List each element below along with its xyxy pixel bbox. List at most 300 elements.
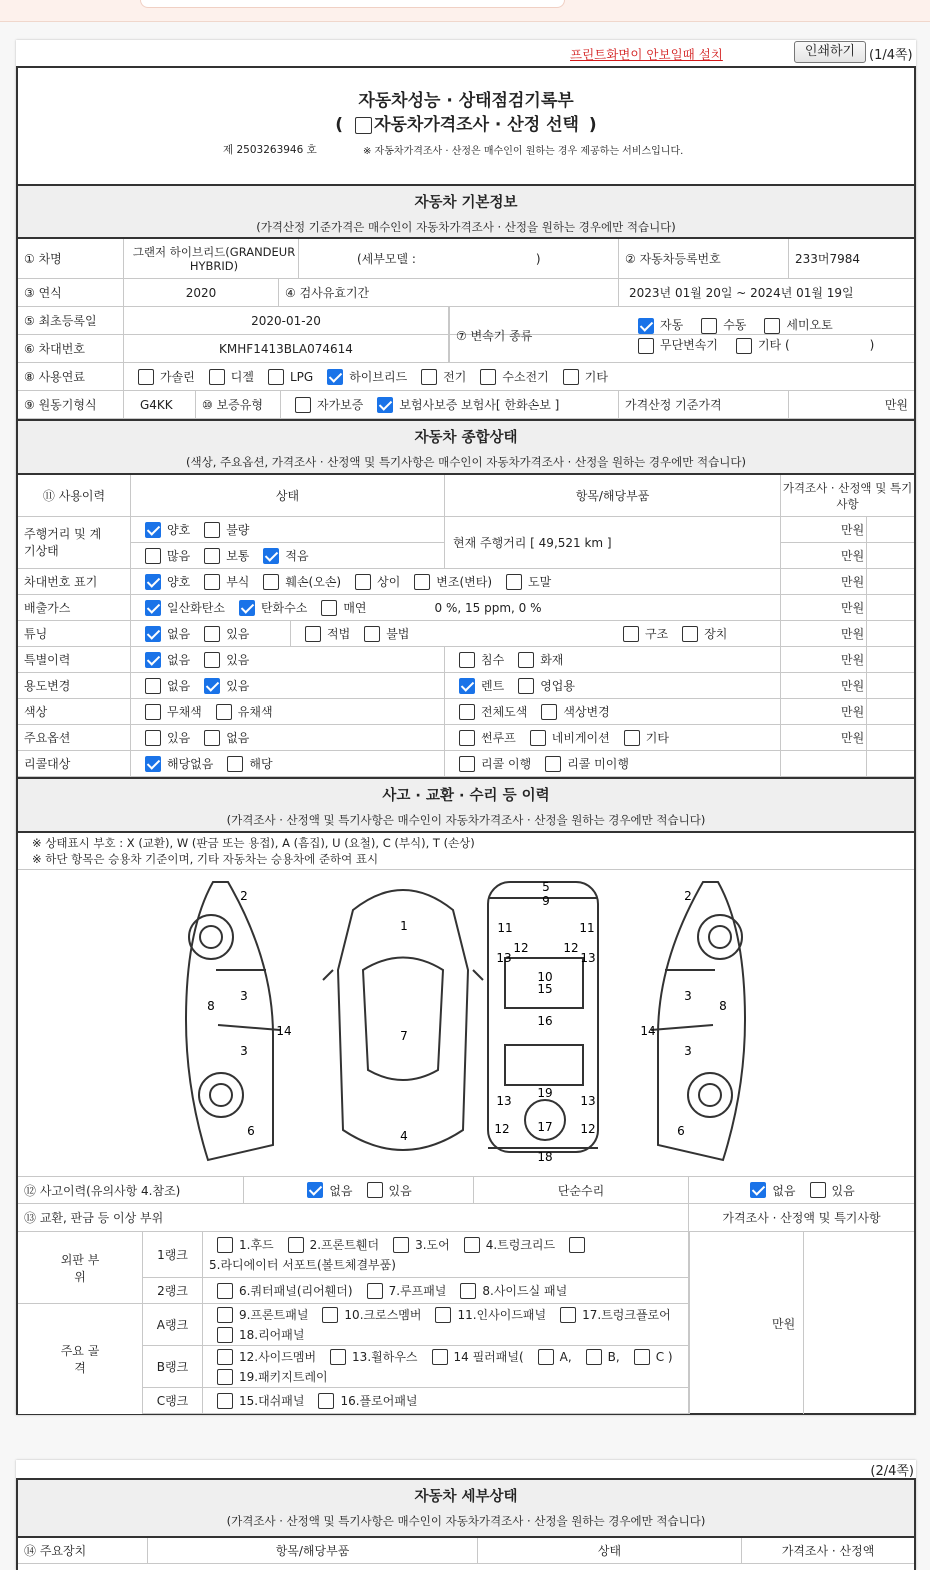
recall-type-option-0: 리콜 이행 [481,757,532,771]
emission-unit: 만원 [841,601,865,615]
rank2-checkbox-2[interactable] [460,1283,476,1299]
left-door-line [218,1025,280,1030]
rankB-label: B랭크 [156,1360,189,1374]
right-front-wheel [698,915,742,959]
trans-checkbox-0[interactable] [638,318,654,334]
fuel-label-cell [18,363,124,390]
detail-h-main: ⑭ 주요장치 [18,1538,148,1563]
usage-label-cell [18,673,131,698]
rankA-checkbox-2[interactable] [435,1307,451,1323]
tuning-unit: 만원 [841,627,865,641]
tuning-legal-cell [291,621,445,646]
vin-mark-option-2: 훼손(오손) [285,575,342,589]
option-checkbox-0[interactable] [145,730,161,746]
rank2-option-2: 8.사이드실 패널 [482,1283,568,1298]
engine-value-cell [124,391,196,418]
name-value-cell [124,239,299,278]
emission-option-0: 일산화탄소 [167,601,225,615]
h-state-cell [131,475,445,516]
mileage-value-cell [445,517,781,569]
accident-history-row [18,1176,914,1204]
option-type-checkbox-0[interactable] [459,730,475,746]
emission-price-divider [866,595,867,620]
rank2-checkbox-0[interactable] [217,1283,233,1299]
fuel-option-2: LPG [289,369,314,384]
option-label-cell [18,725,131,750]
special-label: 특별이력 [24,653,71,667]
diagram-number-18: 15 [537,982,553,996]
rank1-option-2: 3.도어 [415,1237,450,1252]
option-option-1: 없음 [226,731,250,745]
trans-option-1: 수동 [723,318,747,332]
recall-price-cell [781,751,914,776]
frame-label-cell [18,1304,143,1414]
tuning-option-2: 적법 [327,627,351,641]
color-type-option-0: 전체도색 [481,705,528,719]
accident-section-header [18,777,914,833]
diagram-number-0: 2 [240,889,248,903]
option-type-option-2: 기타 [645,731,669,745]
rankB-checkbox-3[interactable] [538,1349,554,1365]
cond-option-0: 양호 [167,523,191,537]
page-2 [16,1460,916,1570]
tuning-checkbox-2[interactable] [305,626,321,642]
recall-state-cell [131,751,445,776]
rankB-checkbox-2[interactable] [432,1349,448,1365]
rankC-checkbox-0[interactable] [217,1393,233,1409]
repair-option-0: 없음 [772,1183,796,1198]
vin-mark-checkbox-1[interactable] [204,574,220,590]
special-label-cell [18,647,131,672]
color-checkbox-0[interactable] [145,704,161,720]
special-option-1: 있음 [226,653,250,667]
option-price-divider [866,725,867,750]
mileage-1-unit: 만원 [841,523,865,537]
underbody-rear-floor [505,1045,583,1085]
rankB-checkbox-1[interactable] [330,1349,346,1365]
rank1-label: 1랭크 [157,1248,188,1262]
vin-mark-checkbox-5[interactable] [506,574,522,590]
recall-checkbox-1[interactable] [227,756,243,772]
cond-checkbox-1[interactable] [204,522,220,538]
trans-close: ) [869,338,875,352]
detail-h-item: 항목/해당부품 [148,1538,478,1563]
diagram-number-1: 3 [240,989,248,1003]
rankA-option-2: 11.인사이드패널 [457,1307,547,1322]
special-option-0: 없음 [167,653,191,667]
color-label-cell [18,699,131,724]
price-unit-cell [789,391,914,418]
price-label-cell [619,391,789,418]
emission-value: 0 %, 15 ppm, 0 % [434,600,542,615]
diagram-number-21: 13 [496,1094,512,1108]
year-value-cell [124,279,279,306]
tuning-checkbox-0[interactable] [145,626,161,642]
engine-label-cell [18,391,124,418]
diagram-number-30: 14 [640,1024,656,1038]
usage-option-0: 없음 [167,679,191,693]
left-rear-hub [210,1084,232,1106]
rankB-checkbox-4[interactable] [586,1349,602,1365]
tuning-option-1: 있음 [226,627,250,641]
vin-mark-checkbox-2[interactable] [263,574,279,590]
recall-type-option-1: 리콜 미이행 [567,757,629,771]
parts-price-divider [803,1232,804,1414]
warranty-label-cell [196,391,281,418]
left-front-wheel [189,915,233,959]
color-label: 색상 [24,705,48,719]
first-label-cell [18,307,124,334]
option-type-option-0: 썬루프 [481,731,516,745]
right-door-line [651,1025,713,1030]
diagram-number-26: 18 [537,1150,553,1164]
vin-mark-price-cell [781,569,914,594]
option-type-option-1: 네비게이션 [551,731,610,745]
color-type-checkbox-1[interactable] [541,704,557,720]
rankA-checkbox-4[interactable] [217,1327,233,1343]
emission-label: 배출가스 [24,601,71,615]
hist-option-1: 있음 [388,1183,412,1198]
fuel-checkbox-0[interactable] [138,369,154,385]
year-label-cell [18,279,124,306]
rankC-checkbox-1[interactable] [318,1393,334,1409]
outer-label: 외판 부위 [60,1252,100,1284]
diagram-number-20: 19 [537,1086,553,1100]
basic-section-header [18,184,914,239]
reg-value-cell [789,239,914,278]
rankC-option-1: 16.플로어패널 [340,1393,418,1408]
rank2-checkbox-1[interactable] [367,1283,383,1299]
rankA-option-1: 10.크로스멤버 [344,1307,422,1322]
vin-mark-checkbox-0[interactable] [145,574,161,590]
tuning-price-cell [781,621,914,646]
recall-option-0: 해당없음 [167,757,214,771]
paren-close: ) [588,115,597,135]
special-type-checkbox-1[interactable] [518,652,534,668]
recall-item-cell [445,751,781,776]
option-type-checkbox-2[interactable] [624,730,640,746]
reg-label-cell [619,239,789,278]
special-item-cell [445,647,781,672]
rankC-label: C랭크 [156,1394,189,1408]
h-item-cell [445,475,781,516]
vin-mark-state-cell [131,569,781,594]
trans-option-0: 자동 [660,318,684,332]
rankB-option-6: 19.패키지트레이 [239,1369,328,1384]
vin-mark-option-3: 상이 [377,575,401,589]
price-label: 가격산정 기준가격 [625,398,722,412]
mileage-2-price-cell [781,543,914,568]
usage-type-checkbox-1[interactable] [518,678,534,694]
recall-type-checkbox-1[interactable] [545,756,561,772]
fuel-checkbox-2[interactable] [268,369,284,385]
usage-type-option-1: 영업용 [540,679,575,693]
detail-header-row [18,1538,914,1564]
rankB-checkbox-0[interactable] [217,1349,233,1365]
gauge-checkbox-2[interactable] [263,548,279,564]
mileage-1-price-cell [781,517,914,542]
usage-label: 용도변경 [24,679,71,693]
fuel-checkbox-4[interactable] [421,369,437,385]
usage [18,673,914,699]
rankA-option-3: 17.트렁크플로어 [582,1307,671,1322]
usage-checkbox-1[interactable] [204,678,220,694]
gauge-checkbox-0[interactable] [145,548,161,564]
diagram-number-10: 9 [542,894,550,908]
rankA-option-0: 9.프론트패널 [239,1307,309,1322]
color-item-cell [445,699,781,724]
rank2-option-0: 6.쿼터패널(리어휀더) [239,1283,353,1298]
trans-option-4: 기타 ( [757,338,790,352]
rank1-checkbox-1[interactable] [288,1237,304,1253]
legend-2: ※ 하단 항목은 승용차 기준이며, 기타 자동차는 승용차에 준하여 표시 [32,852,379,866]
repair-option-1: 있음 [831,1183,855,1198]
fuel-option-4: 전기 [443,370,467,384]
tuning-item-cell [445,621,781,646]
price-unit: 만원 [884,398,908,412]
warranty-checkbox-1[interactable] [377,397,393,413]
vin-value-cell [124,335,449,362]
recall-type-checkbox-0[interactable] [459,756,475,772]
rank1-label-cell [143,1232,203,1277]
vin-mark-option-4: 변조(변타) [436,575,493,589]
detail-title: 자동차 세부상태 [414,1489,518,1505]
fuel-checkbox-3[interactable] [327,369,343,385]
option [18,725,914,751]
trans-option-3: 무단변속기 [660,338,718,352]
color-option-0: 무채색 [167,705,202,719]
page-1 [16,40,916,1415]
h-use-cell [18,475,131,516]
color-type-checkbox-0[interactable] [459,704,475,720]
h-price: 가격조사 · 산정액 및 특기사항 [782,480,913,511]
row-engine [18,391,914,419]
mileage-2-state-cell [131,543,445,568]
special-price-cell [781,647,914,672]
trans-block [449,307,914,363]
accident-subtitle: (가격조사 · 산정액 및 특기사항은 매수인이 자동차가격조사 · 산정을 원하는 경우에만 적습니다) [226,813,706,827]
recall-label-cell [18,751,131,776]
rank1-checkbox-0[interactable] [217,1237,233,1253]
diagram-number-17: 10 [537,970,553,984]
usage-item-cell [445,673,781,698]
diagram-number-12: 11 [579,921,595,935]
year-label: ③ 연식 [24,286,62,300]
price-survey-checkbox[interactable] [355,117,372,134]
tuning-checkbox-1[interactable] [204,626,220,642]
tuning-type-checkbox-1[interactable] [682,626,698,642]
trans-checkbox-1[interactable] [701,318,717,334]
vin-mark-price-divider [866,569,867,594]
install-link[interactable]: 프린트화면이 안보일때 설치 [570,47,723,62]
option-unit: 만원 [841,731,865,745]
vin-mark-checkbox-3[interactable] [355,574,371,590]
warranty-checkbox-0[interactable] [295,397,311,413]
rankB-option-3: A, [559,1349,572,1364]
status-header-row [18,475,914,517]
usage-unit: 만원 [841,679,865,693]
rankB-label-cell [143,1346,203,1387]
diagram-number-25: 17 [537,1120,553,1134]
paren-open: ( [335,115,344,135]
gauge-option-2: 적음 [285,549,309,563]
option-price-cell [781,725,914,750]
right-front-hub [709,926,731,948]
special-type-checkbox-0[interactable] [459,652,475,668]
rankC-label-cell [143,1388,203,1413]
record-form [16,66,916,1415]
row-name [18,239,914,279]
diagram-number-19: 16 [537,1014,553,1028]
diagram-number-8: 4 [400,1129,408,1143]
special-checkbox-1[interactable] [204,652,220,668]
hist-options-cell [244,1177,474,1203]
cond-option-1: 불량 [226,523,250,537]
diagram-number-9: 5 [542,880,550,894]
top-pill [140,0,565,8]
mileage-1-state-cell [131,517,445,542]
diagram-number-3: 14 [276,1024,292,1038]
tuning-checkbox-3[interactable] [364,626,380,642]
option-label: 주요옵션 [24,731,71,745]
color-state-cell [131,699,445,724]
row-fuel [18,363,914,391]
parts-price: 가격조사 · 산정액 및 특기사항 [722,1211,881,1225]
repair-label-cell [474,1177,689,1203]
hist-checkbox-0[interactable] [307,1182,323,1198]
emission-checkbox-0[interactable] [145,600,161,616]
vin-mark-checkbox-4[interactable] [414,574,430,590]
color-price-cell [781,699,914,724]
color-price-divider [866,699,867,724]
recall-checkbox-0[interactable] [145,756,161,772]
emission-option-2: 매연 [343,601,367,615]
color-type-option-1: 색상변경 [563,705,610,719]
engine-label: ⑨ 원동기형식 [24,398,97,412]
trans-option-2: 세미오토 [786,318,833,332]
option-type-checkbox-1[interactable] [530,730,546,746]
recall-label: 리콜대상 [24,757,71,771]
mileage-2-price-divider [866,543,867,568]
option-item-cell [445,725,781,750]
repair-label: 단순수리 [557,1183,605,1198]
repair-checkbox-1[interactable] [810,1182,826,1198]
right-rear-wheel [688,1073,732,1117]
fuel-checkbox-5[interactable] [480,369,496,385]
color-checkbox-1[interactable] [216,704,232,720]
hist-option-0: 없음 [329,1183,353,1198]
legend [32,835,475,867]
special-state-cell [131,647,445,672]
emission-checkbox-1[interactable] [239,600,255,616]
status-subtitle: (색상, 주요옵션, 가격조사 · 산정액 및 특기사항은 매수인이 자동차가격조사 · 산정을 원하는 경우에만 적습니다) [186,455,746,469]
hist-checkbox-1[interactable] [367,1182,383,1198]
vin-label: ⑥ 차대번호 [24,342,85,356]
mileage-label-cell [18,517,131,569]
rank1-option-4: 5.라디에이터 서포트(볼트체결부품) [209,1257,396,1272]
special-checkbox-0[interactable] [145,652,161,668]
trans-label: ⑦ 변속기 종류 [456,329,533,343]
status-title: 자동차 종합상태 [414,430,518,446]
rankA-checkbox-3[interactable] [560,1307,576,1323]
vin-mark-option-5: 도말 [528,575,552,589]
row-year [18,279,914,307]
usage-price-divider [866,673,867,698]
diagram-number-4: 3 [240,1044,248,1058]
rankB-option-2: 14 필러패널( [453,1349,524,1364]
emission-checkbox-2[interactable] [321,600,337,616]
tuning-type-checkbox-0[interactable] [623,626,639,642]
rank1-checkbox-4[interactable] [569,1237,585,1253]
trans-checkbox-2[interactable] [764,318,780,334]
detail-section-header [18,1480,914,1538]
special-type-option-1: 화재 [540,653,564,667]
tuning-state-cell [131,621,291,646]
diagram-number-32: 6 [677,1124,685,1138]
gauge-option-0: 많음 [167,549,191,563]
recall-option-1: 해당 [249,757,273,771]
rankB-checkbox-6[interactable] [217,1369,233,1385]
fuel-checkbox-1[interactable] [209,369,225,385]
parts-header-row [18,1204,914,1232]
rankA-checkbox-0[interactable] [217,1307,233,1323]
cond-checkbox-0[interactable] [145,522,161,538]
fuel-checkbox-6[interactable] [563,369,579,385]
fuel-option-6: 기타 [584,370,608,384]
repair-checkbox-0[interactable] [750,1182,766,1198]
diagram-number-27: 2 [684,889,692,903]
warranty-option-0: 자가보증 [317,398,364,412]
mileage-1-price-divider [866,517,867,542]
rankB-checkbox-5[interactable] [634,1349,650,1365]
left-rear-wheel [199,1073,243,1117]
rankA-checkbox-1[interactable] [322,1307,338,1323]
engine-value: G4KK [140,397,173,412]
vin-mark-unit: 만원 [841,575,865,589]
gauge-checkbox-1[interactable] [204,548,220,564]
rankB-option-1: 13.휠하우스 [352,1349,418,1364]
usage-checkbox-0[interactable] [145,678,161,694]
diagram-number-16: 13 [580,951,596,965]
rankA-label: A랭크 [156,1318,189,1332]
warranty-label: ⑩ 보증유형 [202,398,263,412]
option-state-cell [131,725,445,750]
vin-mark-option-1: 부식 [226,575,250,589]
trans-checkbox-4[interactable] [736,338,752,354]
rank2-label: 2랭크 [157,1284,188,1298]
print-button[interactable]: 인쇄하기 [794,41,866,63]
usage-price-cell [781,673,914,698]
detail-model-close: ) [535,251,541,266]
usage-type-checkbox-0[interactable] [459,678,475,694]
parts-price-cell [689,1204,914,1231]
tuning-label: 튜닝 [24,627,48,641]
h-price-cell [781,475,914,516]
rank1-option-3: 4.트렁크리드 [485,1237,556,1252]
option-checkbox-1[interactable] [204,730,220,746]
doc-note: ※ 자동차가격조사 · 산정은 매수인이 원하는 경우 제공하는 서비스입니다. [363,146,684,157]
status-section-header [18,419,914,475]
doc-subtitle: 자동차가격조사 · 산정 선택 [374,115,579,135]
tuning [18,621,914,647]
detail-subtitle: (가격조사 · 산정액 및 특기사항은 매수인이 자동차가격조사 · 산정을 원하는 경우에만 적습니다) [226,1514,706,1528]
rank1-checkbox-2[interactable] [393,1237,409,1253]
basic-title: 자동차 기본정보 [414,195,518,211]
doc-number: 제 2503263946 호 [223,144,317,156]
trans-checkbox-3[interactable] [638,338,654,354]
rank1-checkbox-3[interactable] [464,1237,480,1253]
rank2-label-cell [143,1278,203,1303]
